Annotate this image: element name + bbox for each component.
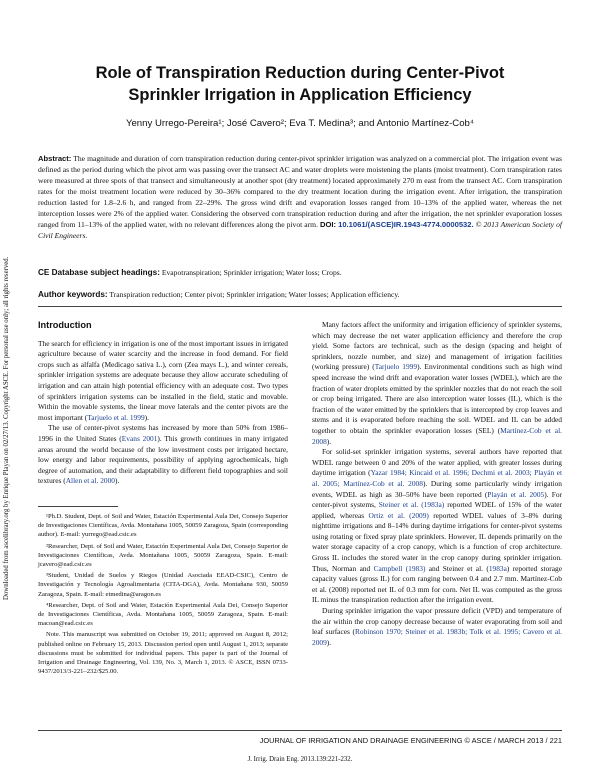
citation-link[interactable]: 1983a <box>488 563 507 573</box>
author-list: Yenny Urrego-Pereira¹; José Cavero²; Eva T. Medina³; and Antonio Martínez-Cob⁴ <box>125 118 475 129</box>
section-divider <box>38 306 562 307</box>
footnote: ⁴Researcher, Dept. of Soil and Water, Estación Experimental Aula Dei, Consejo Superior de Investigaciones Científicas, Avda. Montañana 1005, 50059 Zaragoza, Spain. E-mail: macoan@ead.csic.es <box>38 601 288 628</box>
author-keywords-label: Author keywords: <box>38 290 108 299</box>
citation-link[interactable]: Tarjuelo et al. 1999 <box>87 412 145 422</box>
author-keywords <box>38 290 562 299</box>
right-paragraph-2: For solid-set sprinkler irrigation systems, several authors have reported that WDEL range between 0 and 20% of the water applied, with greater losses during daytime irrigation (Yazar 1984; Kincaid et al. 1996; Dechmi et al. 2003; Playán et al. 2005; Martínez-Cob et al. 2008). During some particularly windy irrigation events, WDEL as high as 30–50% have been reported (Playán et al. 2005). For center-pivot systems, Steiner et al. (1983a) reported WDEL of 15% of the water applied, whereas Ortiz et al. (2009) reported WDEL values of 3–8% during nighttime irrigations and 8–14% during daytime irrigations for center-pivot systems using rotating or fixed spray plate sprinklers. However, IL depends primarily on the water storage capacity of a crop canopy, which is a function of crop architecture. Gross IL includes the stored water in the crop canopy during sprinkler irrigation. Thus, Norman and Campbell (1983) and Steiner et al. (1983a) reported storage capacity values (gross IL) for corn ranging between 0.4 and 2.7 mm. Martínez-Cob et al. (2008) reported net IL of 0.3 mm for corn. Net IL was computed as the gross IL minus the transpiration reduction after the irrigation event. <box>312 447 563 605</box>
page-footer: JOURNAL OF IRRIGATION AND DRAINAGE ENGINEERING © ASCE / MARCH 2013 / 221 <box>259 736 562 745</box>
title-line-1: Role of Transpiration Reduction during Center-Pivot <box>95 64 505 82</box>
citation-link[interactable]: Ortiz et al. (2009) <box>368 510 429 520</box>
citation-link[interactable]: Evans 2001 <box>121 433 158 443</box>
paper-title <box>40 62 560 106</box>
intro-heading: Introduction <box>38 320 92 330</box>
right-column <box>312 320 562 648</box>
abstract-copyright: © 2013 American Society of Civil Engineers. <box>38 220 562 240</box>
footnote-rule <box>38 506 118 507</box>
doi-label: DOI: <box>320 220 337 229</box>
right-paragraph-1: Many factors affect the uniformity and irrigation efficiency of sprinkler systems, which may decrease the net water application efficiency and therefore the crop yield. Some factors are technical, such as the design (spacing and height of sprinklers, nozzle number, and size) and management of irrigation facilities (working pressure) (Tarjuelo 1999). Environmental conditions such as high wind speed increase the wind drift and evaporation water losses (WDEL), which are the fraction of water droplets emitted by the sprinkler nozzles that do not reach the soil or crop being irrigated. There are also interception water losses (IL), which is the fraction of the water emitted by the sprinklers that is intercepted by crop leaves and stems and it is evaporated before reaching the soil. WDEL and IL can be added together to obtain the sprinkler evaporation losses (SEL) (Martínez-Cob et al. 2008). <box>312 320 562 446</box>
footnote: ²Researcher, Dept. of Soil and Water, Estación Experimental Aula Dei, Consejo Superior de Investigaciones Científicas, Avda. Montañana 1005, 50059 Zaragoza, Spain. E-mail: jcavero@ead.csic.es <box>38 542 288 569</box>
author-keywords-text: Transpiration reduction; Center pivot; Sprinkler irrigation; Water losses; Application efficiency. <box>109 290 400 299</box>
footnotes <box>38 512 288 678</box>
subject-headings <box>38 268 562 277</box>
abstract-text: The magnitude and duration of corn transpiration reduction during center-pivot sprinkler irrigation was analyzed on a commercial plot. The irrigation event was defined as the period during which the pivot arm was passing over the transect AC and water droplets were moistening the plants (moist treatment). Corn transpiration rates were measured at three spots of that transect and simultaneously at another spot (dry treatment) located approximately 270 m east from the transect AC. Corn transpiration rates for the moist treatment location were reduced by 30–36% compared to the dry treatment location during the irrigation event. After irrigation, the transpiration reduction lasted for 1.8–2.6 h, and ranged from 22–29%. The gross wind drift and evaporation losses ranged from 10–13% of the applied water, whereas the net interception losses were 2% of the applied water. Considering the observed corn transpiration reduction during and after the irrigation, the net sprinkler evaporation losses ranged from 11–13% of the applied water, with no relevant differences along the pivot arm. <box>38 154 562 229</box>
citation-link[interactable]: Campbell (1983) <box>373 563 426 573</box>
citation-link[interactable]: Tarjuelo 1999 <box>374 362 418 372</box>
citation-link[interactable]: Steiner et al. (1983a) <box>378 500 445 510</box>
footer-rule <box>38 730 562 731</box>
citation-link[interactable]: Allen et al. 2000 <box>65 476 115 486</box>
footnote: Note. This manuscript was submitted on October 19, 2011; approved on August 8, 2012; published online on February 15, 2013. Discussion period open until August 1, 2013; separate discussions must be submitted for individual papers. This paper is part of the Journal of Irrigation and Drainage Engineering, Vol. 139, No. 3, March 1, 2013. © ASCE, ISSN 0733-9437/2013/3-221–232/$25.00. <box>38 631 288 676</box>
footnote: ¹Ph.D. Student, Dept. of Soil and Water, Estación Experimental Aula Dei, Consejo Superior de Investigaciones Científicas, Avda. Montañana 1005, 50059 Zaragoza, Spain (corresponding author). E-mail: yurrego@ead.csic.es <box>38 513 288 539</box>
doi-link[interactable]: 10.1061/(ASCE)IR.1943-4774.0000532. <box>338 220 474 229</box>
right-paragraph-3: During sprinkler irrigation the vapor pressure deficit (VPD) and temperature of the air within the crop canopy decrease because of water evaporating from soil and leaf surfaces (Robinson 1970; Steiner et al. 1983b; Tolk et al. 1995; Cavero et al. 2009). <box>312 606 562 647</box>
citation-link[interactable]: Playán et al. 2005 <box>487 489 545 499</box>
intro-paragraph-2: The use of center-pivot systems has increased by more than 50% from 1986–1996 in the United States (Evans 2001). This growth continues in many irrigated areas around the world because of the low investment costs per irrigated hectare, low energy and labor requirements, possibility of applying agrochemicals, high degree of automation, and their adaptability to different field topographies and soil textures (Allen et al. 2000). <box>38 423 288 486</box>
journal-citation: J. Irrig. Drain Eng. 2013.139:221-232. <box>247 756 353 763</box>
left-column <box>38 320 288 487</box>
download-notice <box>3 180 17 600</box>
abstract-label: Abstract: <box>38 154 72 163</box>
citation-link[interactable]: Yazar 1984; Kincaid et al. 1996; Dechmi et al. 2003; Playán et al. 2005; Martínez-Cob et al. 2008 <box>312 468 562 488</box>
intro-paragraph-1: The search for efficiency in irrigation is one of the most important issues in irrigated agriculture because of water scarcity and the increase in food demand. For field crops such as alfalfa (Medicago sativa L.), corn (Zea mays L.), and winter cereals, sprinkler irrigation systems are adequate because they allow accurate scheduling of irrigation and can attain high potential efficiency with an adequate cost. Two types of sprinklers irrigation systems can be installed in the field, static and movable. Within the movable systems, the linear move laterals and the center pivots are the most important (Tarjuelo et al. 1999). <box>38 338 288 422</box>
title-line-2: Sprinkler Irrigation in Application Efficiency <box>128 86 472 104</box>
citation-link[interactable]: Robinson 1970; Steiner et al. 1983b; Tolk et al. 1995; Cavero et al. 2009 <box>312 627 562 647</box>
citation-link[interactable]: Martínez-Cob et al. 2008 <box>312 425 562 446</box>
abstract <box>38 153 562 241</box>
subject-headings-text: Evapotranspiration; Sprinkler irrigation; Water loss; Crops. <box>161 268 342 277</box>
footnote: ³Student, Unidad de Suelos y Riegos (Unidad Asociada EEAD-CSIC), Centro de Investigación y Tecnología Agroalimentaria (CITA-DGA), Avda. Montañana 930, 50059 Zaragoza, Spain. E-mail: etmedina@aragon.es <box>38 572 288 598</box>
download-notice-text: Downloaded from ascelibrary.org by Enrique Playan on 02/27/13. Copyright ASCE. For personal use only; all rights reserved. <box>3 256 10 600</box>
subject-headings-label: CE Database subject headings: <box>38 268 160 277</box>
